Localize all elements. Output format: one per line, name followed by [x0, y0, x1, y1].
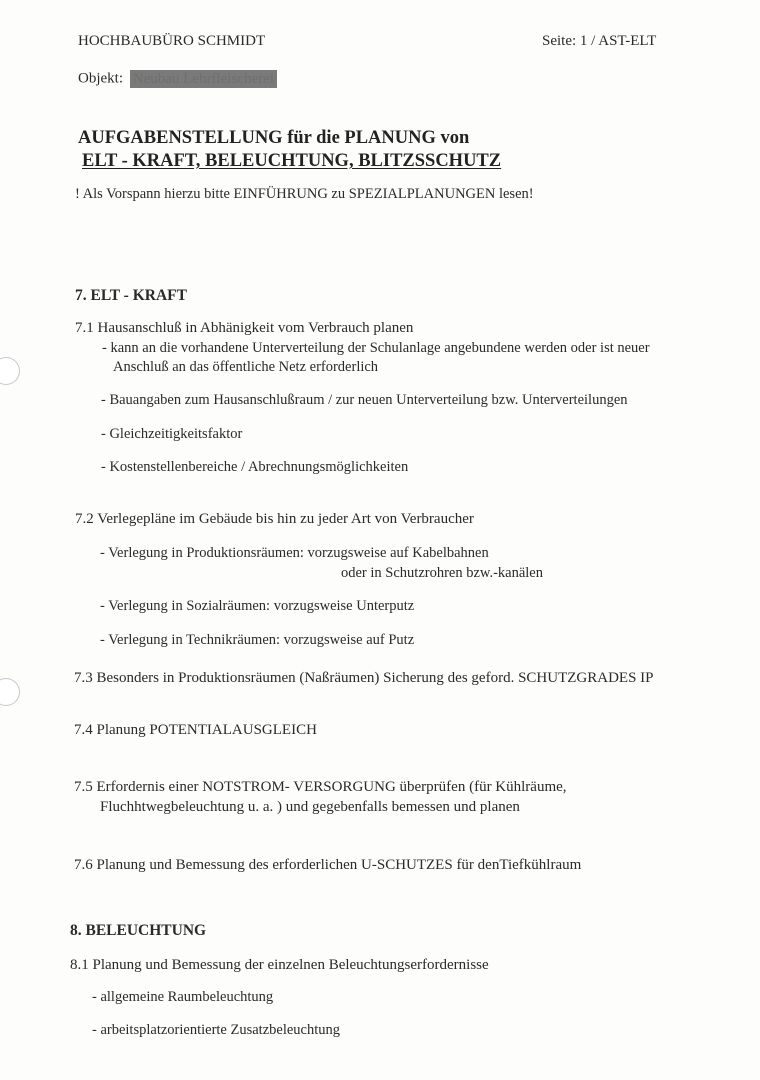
section-7-heading: 7. ELT - KRAFT [75, 287, 187, 304]
punch-hole-bottom [0, 678, 20, 706]
section-8-heading: 8. BELEUCHTUNG [70, 922, 207, 939]
section-7-2-item-2: - Verlegung in Sozialräumen: vorzugsweise Unterputz [100, 598, 415, 614]
document-title-line2: ELT - KRAFT, BELEUCHTUNG, BLITZSSCHUTZ [82, 151, 502, 171]
section-7-1-item-3: - Gleichzeitigkeitsfaktor [101, 426, 243, 442]
object-value-redacted: Neubau Lehrfleischerei [130, 70, 277, 88]
section-7-1-item-4: - Kostenstellenbereiche / Abrechnungsmöglichkeiten [101, 459, 409, 475]
firm-name: HOCHBAUBÜRO SCHMIDT [78, 33, 266, 49]
section-7-2-item-1-line-1: - Verlegung in Produktionsräumen: vorzugsweise auf Kabelbahnen [100, 545, 489, 561]
section-7-2-item-3: - Verlegung in Technikräumen: vorzugsweise auf Putz [100, 632, 415, 648]
page-reference: Seite: 1 / AST-ELT [542, 33, 657, 49]
section-8-1-item-1: - allgemeine Raumbeleuchtung [92, 989, 274, 1005]
document-title-line1: AUFGABENSTELLUNG für die PLANUNG von [78, 128, 470, 148]
section-7-5-line-2: Fluchhtwegbeleuchtung u. a. ) und gegebenfalls bemessen und planen [100, 799, 520, 815]
punch-hole-top [0, 357, 20, 385]
section-7-2-title: 7.2 Verlegepläne im Gebäude bis hin zu jeder Art von Verbraucher [75, 511, 474, 527]
section-7-1-item-1-line-2: Anschluß an das öffentliche Netz erforderlich [113, 359, 379, 375]
object-line [78, 70, 277, 88]
section-7-5-line-1: 7.5 Erfordernis einer NOTSTROM- VERSORGUNG überprüfen (für Kühlräume, [74, 779, 567, 795]
section-8-1-item-2: - arbeitsplatzorientierte Zusatzbeleuchtung [92, 1022, 341, 1038]
section-7-1-title: 7.1 Hausanschluß in Abhänigkeit vom Verbrauch planen [75, 320, 414, 336]
object-label: Objekt: [78, 70, 123, 87]
preface-note: ! Als Vorspann hierzu bitte EINFÜHRUNG zu SPEZIALPLANUNGEN lesen! [75, 186, 534, 202]
section-8-1-title: 8.1 Planung und Bemessung der einzelnen Beleuchtungserfordernisse [70, 957, 489, 973]
section-7-4: 7.4 Planung POTENTIALAUSGLEICH [74, 722, 317, 738]
section-7-1-item-2: - Bauangaben zum Hausanschlußraum / zur neuen Unterverteilung bzw. Unterverteilungen [101, 392, 628, 408]
section-7-2-item-1-line-2: oder in Schutzrohren bzw.-kanälen [341, 565, 543, 581]
section-7-3: 7.3 Besonders in Produktionsräumen (Naßräumen) Sicherung des geford. SCHUTZGRADES IP [74, 670, 654, 686]
section-7-6: 7.6 Planung und Bemessung des erforderlichen U-SCHUTZES für denTiefkühlraum [74, 857, 582, 873]
section-7-1-item-1-line-1: - kann an die vorhandene Unterverteilung der Schulanlage angebundene werden oder ist neuer [102, 340, 650, 356]
